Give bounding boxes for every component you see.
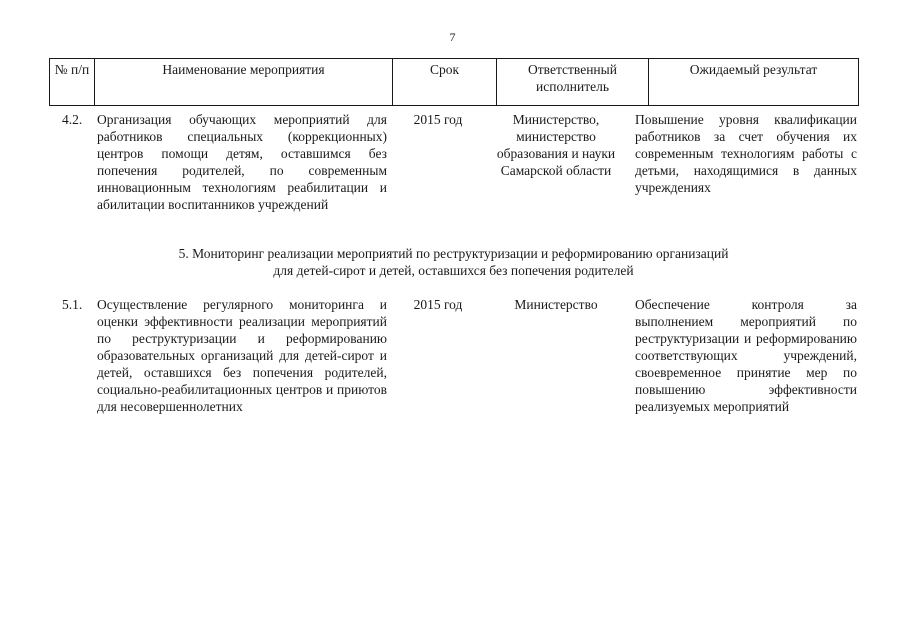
header-term: Срок [393, 59, 497, 106]
row-num: 4.2. [62, 112, 83, 127]
table-row [0, 111, 905, 231]
row-term: 2015 год [413, 297, 463, 312]
section-line-2: для детей-сирот и детей, оставшихся без попечения родителей [273, 263, 634, 278]
row-responsible: Министерство [514, 297, 598, 312]
row-num: 5.1. [62, 297, 83, 312]
header-result: Ожидаемый результат [649, 59, 859, 106]
header-name: Наименование мероприятия [95, 59, 393, 106]
header-responsible: Ответственный исполнитель [497, 59, 649, 106]
header-row [50, 59, 859, 106]
table-header [49, 58, 859, 106]
row-result: Повышение уровня квалификации работников за счет обучения их современным технологиям работы с детьми, находящимися в данных учреждениях [635, 112, 857, 195]
section-heading [49, 245, 858, 279]
table-row [0, 296, 905, 436]
row-responsible: Министерство, министерство образования и науки Самарской области [496, 112, 616, 178]
row-result: Обеспечение контроля за выполнением мероприятий по реструктуризации и реформированию соответствующих учреждений, своевременное принятие мер по повышению эффективности реализуемых мероприятий [635, 297, 857, 414]
page-number: 7 [449, 30, 456, 44]
row-name: Организация обучающих мероприятий для работников специальных (коррекционных) центров помощи детям, оставшимся без попечения родителей, по современным инновационным технологиям реабилитации и абилитации воспитанников учреждений [97, 112, 387, 212]
header-num: № п/п [50, 59, 95, 106]
row-name: Осуществление регулярного мониторинга и оценки эффективности реализации мероприятий по реструктуризации и реформированию образовательных организаций для детей-сирот и детей, оставшихся без попечения родителей, социально-реабилитационных центров и приютов для несовершеннолетних [97, 297, 387, 414]
row-term: 2015 год [413, 112, 463, 127]
section-line-1: 5. Мониторинг реализации мероприятий по реструктуризации и реформированию организаций [178, 246, 729, 261]
